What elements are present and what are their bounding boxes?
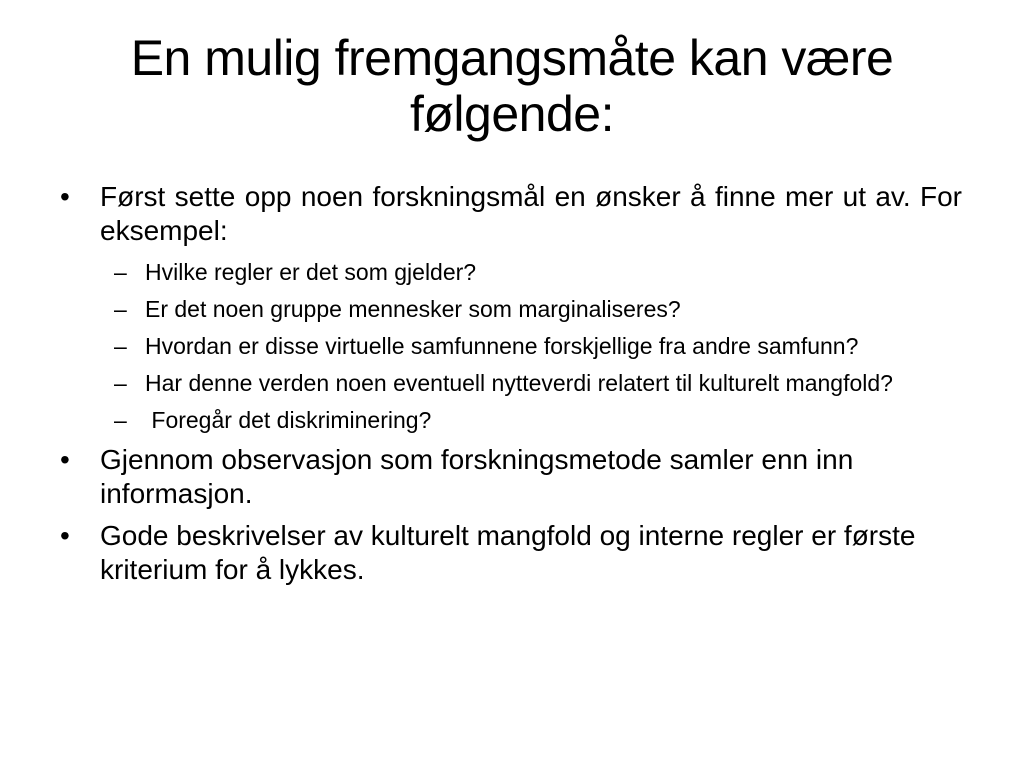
dash-icon: –: [114, 333, 127, 359]
sub-bullet-item: [100, 406, 962, 435]
sub-bullet-text: Hvordan er disse virtuelle samfunnene forskjellige fra andre samfunn?: [145, 333, 859, 359]
dash-icon: –: [114, 407, 127, 433]
sub-bullet-item: [100, 369, 962, 398]
sub-bullet-item: [100, 258, 962, 287]
dash-icon: –: [114, 259, 127, 285]
bullet-item-descriptions: [60, 519, 962, 587]
sub-bullet-item: [100, 295, 962, 324]
slide-title: En mulig fremgangsmåte kan være følgende:: [130, 30, 894, 142]
bullet-text: Gode beskrivelser av kulturelt mangfold og interne regler er første kriterium for å lykkes.: [100, 520, 916, 585]
sub-bullet-text: Er det noen gruppe mennesker som marginaliseres?: [145, 296, 681, 322]
dash-icon: –: [114, 296, 127, 322]
bullet-icon: •: [60, 520, 70, 551]
bullet-text: Først sette opp noen forskningsmål en ønsker å finne mer ut av. For eksempel:: [100, 181, 962, 246]
bullet-icon: •: [60, 181, 70, 212]
bullet-item-observation: [60, 443, 962, 511]
sub-bullet-text: Har denne verden noen eventuell nytteverdi relatert til kulturelt mangfold?: [145, 370, 893, 396]
sub-bullet-list: [100, 258, 962, 435]
bullet-icon: •: [60, 444, 70, 475]
sub-bullet-text: Hvilke regler er det som gjelder?: [145, 259, 477, 285]
bullet-item-research-goals: [60, 180, 962, 435]
sub-bullet-text: Foregår det diskriminering?: [145, 407, 432, 433]
sub-bullet-item: [100, 332, 962, 361]
bullet-list: [60, 180, 962, 595]
bullet-text: Gjennom observasjon som forskningsmetode samler enn inn informasjon.: [100, 444, 854, 509]
dash-icon: –: [114, 370, 127, 396]
